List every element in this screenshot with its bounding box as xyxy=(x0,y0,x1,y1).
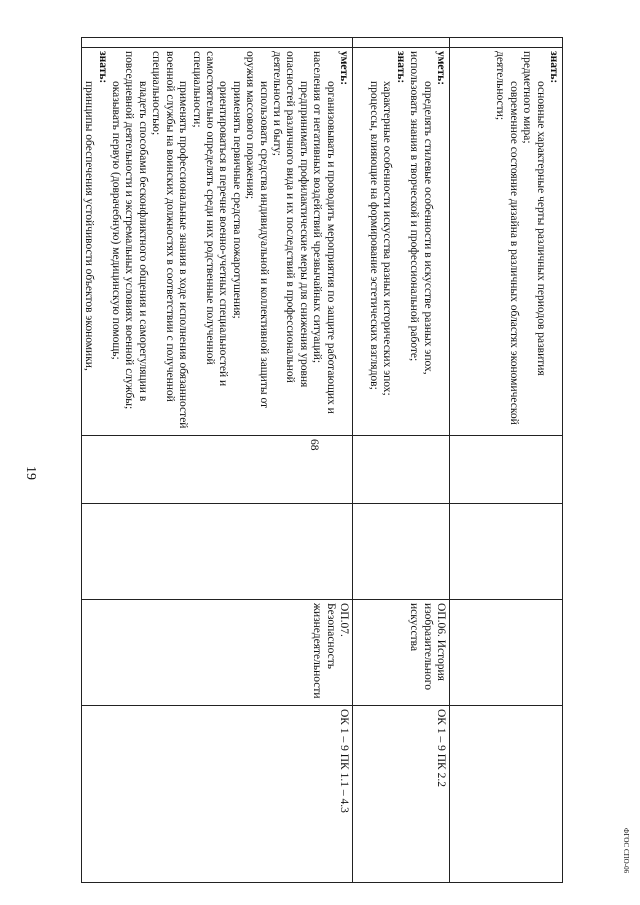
label-znat: знать: xyxy=(96,51,109,84)
empty-cell xyxy=(82,38,353,48)
hours-cell xyxy=(82,436,353,504)
list-item: характерные особенности искусства разных исторических эпох; xyxy=(381,81,394,396)
requirements-cell xyxy=(82,48,353,436)
requirements-cell xyxy=(450,48,563,436)
list-item: использовать средства индивидуальной и коллективной защиты от оружия массового поражения; xyxy=(244,51,270,409)
competence-codes-cell: ОК 1 – 9 ПК 1.1 – 4.3 xyxy=(82,706,353,883)
blank-cell xyxy=(82,504,353,600)
empty-cell xyxy=(353,38,450,48)
list-item: современное состояние дизайна в различных областях экономической деятельности; xyxy=(494,51,520,425)
discipline-cell: ОП.07. Безопасность жизнедеятельности xyxy=(82,600,353,706)
blank-cell xyxy=(450,504,563,600)
discipline-cell: ОП.06. История изобразительного искусства xyxy=(353,600,450,706)
list-item-cut: принципы обеспечения устойчивости объектов экономики, xyxy=(83,81,96,371)
label-znat: знать: xyxy=(548,51,560,84)
rotated-page-content xyxy=(82,37,563,882)
list-item: применять первичные средства пожаротушения; xyxy=(230,81,243,319)
label-umet: уметь: xyxy=(435,51,447,86)
competence-codes-cell xyxy=(450,706,563,883)
table-row xyxy=(450,38,563,883)
list-item: процессы, влияющие на формирование эстетических взглядов; xyxy=(367,81,380,390)
list-item: использовать знания в творческой и профессиональной работе; xyxy=(408,51,421,362)
requirements-cell xyxy=(353,48,450,436)
hours-value: 68 xyxy=(308,439,320,451)
table-row xyxy=(353,38,450,883)
list-item: оказывать первую (доврачебную) медицинскую помощь; xyxy=(110,81,123,360)
page-number: 19 xyxy=(23,466,38,480)
blank-cell xyxy=(353,504,450,600)
list-item: основные характерные черты различных периодов развития предметного мира; xyxy=(521,51,547,376)
label-umet: уметь: xyxy=(338,51,350,86)
discipline-cell xyxy=(450,600,563,706)
empty-cell xyxy=(450,38,563,48)
hours-cell xyxy=(450,436,563,504)
footer-stamp: ФГОС СПО-06 xyxy=(622,828,630,874)
list-item: ориентироваться в перечне военно-учетных специальностей и самостоятельно определять среди них родственные полученной специальности; xyxy=(190,51,230,387)
table-row xyxy=(82,38,353,883)
list-item: применять профессиональные знания в ходе исполнения обязанностей военной службы на воинских должностях в соответствии с полученной специальностью; xyxy=(150,51,190,429)
competency-table xyxy=(81,37,563,883)
list-item: организовывать и проводить мероприятия по защите работающих и населения от негативных воздействий чрезвычайных ситуаций; xyxy=(311,51,337,414)
list-item: владеть способами бесконфликтного общения и саморегуляции в повседневной деятельности и экстремальных условиях военной службы; xyxy=(123,51,149,410)
hours-cell xyxy=(353,436,450,504)
list-item: определять стилевые особенности в искусстве разных эпох, xyxy=(421,81,434,375)
competence-codes-cell: ОК 1 – 9 ПК 2.2 xyxy=(353,706,450,883)
label-znat: знать: xyxy=(394,51,407,84)
list-item: предпринимать профилактические меры для снижения уровня опасностей различного вида и их последствий в профессиональной деятельности и быту; xyxy=(270,51,310,388)
